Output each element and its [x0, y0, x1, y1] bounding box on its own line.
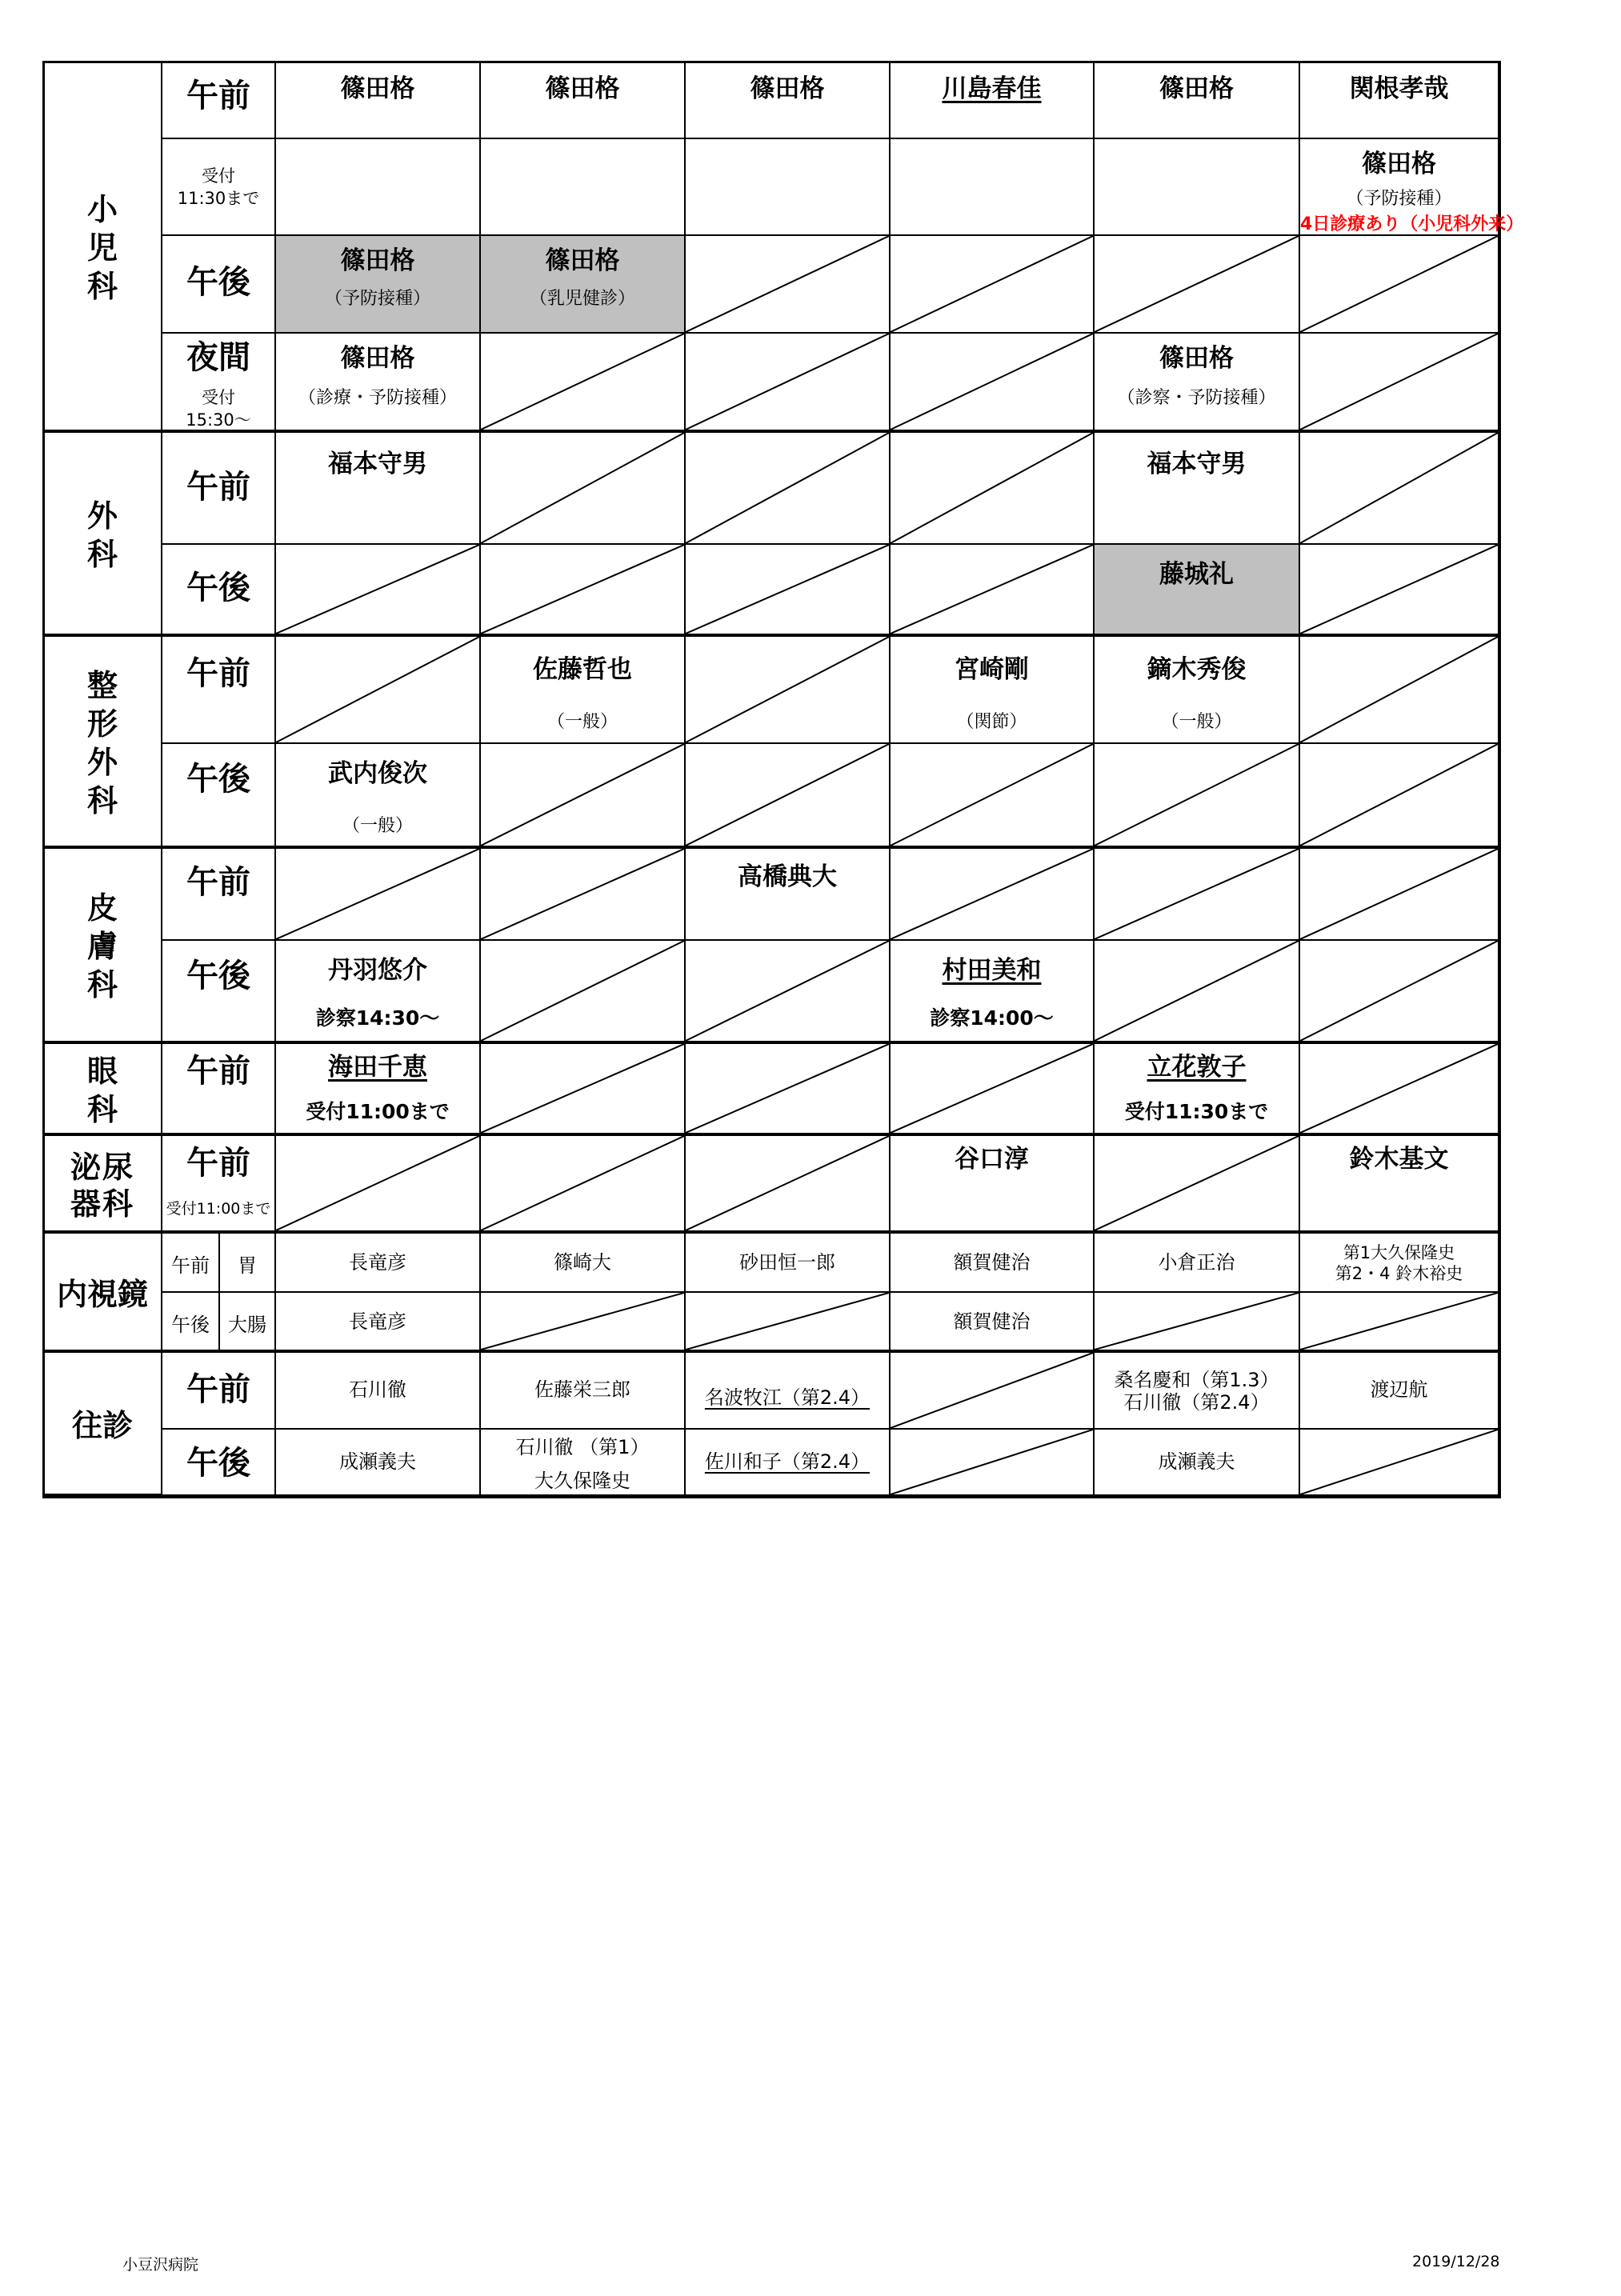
surg-pm-day6	[1300, 545, 1499, 637]
doctor-schedule-line: 桑名慶和（第1.3）	[1114, 1369, 1279, 1391]
doctor-name: 村田美和	[942, 956, 1042, 985]
reception-note: 受付11:00まで	[306, 1100, 450, 1123]
doctor-schedule-line: 第1大久保隆史	[1343, 1243, 1455, 1262]
derm-am-day2	[481, 849, 686, 941]
surg-am-day2	[481, 433, 686, 545]
service-note: （予防接種）	[1346, 189, 1452, 209]
slot-oph-am	[162, 1044, 276, 1136]
surg-am-day3	[686, 433, 891, 545]
doctor-schedule-line: 第2・4 鈴木裕史	[1335, 1264, 1463, 1283]
oph-am-day3	[686, 1044, 891, 1136]
doctor-name: 川島春佳	[942, 74, 1042, 103]
dept-label-dermatology: 皮膚科	[86, 890, 118, 1002]
dept-homecare	[44, 1353, 162, 1497]
unavailable-slash	[1095, 236, 1299, 332]
uro-am-day5	[1095, 1136, 1300, 1234]
derm-pm-day4	[891, 941, 1095, 1044]
doctor-name: 福本守男	[328, 450, 427, 478]
service-note: （一般）	[1161, 712, 1232, 732]
derm-pm-day2	[481, 941, 686, 1044]
slot-derm-am	[162, 849, 276, 941]
home-am-day5	[1095, 1353, 1300, 1430]
doctor-name: 長竜彦	[349, 1251, 406, 1274]
ped-am-day2	[481, 62, 686, 139]
ped-pm-day2	[481, 236, 686, 334]
endo-pm-day3	[686, 1293, 891, 1353]
slot-pm: 午後	[186, 761, 250, 798]
unavailable-slash	[1300, 941, 1498, 1041]
doctor-name: 成瀬義夫	[339, 1450, 416, 1473]
doctor-name: 谷口淳	[955, 1145, 1029, 1174]
unavailable-slash	[1300, 433, 1498, 543]
ped-am2-day1	[276, 139, 481, 236]
ped-pm-day4	[891, 236, 1095, 334]
endo-am-day2	[481, 1234, 686, 1293]
unavailable-slash	[686, 941, 889, 1041]
home-pm-day6	[1300, 1430, 1499, 1497]
unavailable-slash	[891, 744, 1093, 846]
ped-night-day3	[686, 334, 891, 433]
doctor-name: 福本守男	[1147, 450, 1247, 478]
derm-am-day6	[1300, 849, 1499, 941]
uro-reception-note: 受付11:00まで	[166, 1200, 271, 1218]
home-pm-day1	[276, 1430, 481, 1497]
unavailable-slash	[481, 1136, 684, 1230]
uro-am-day2	[481, 1136, 686, 1234]
ped-night-day2	[481, 334, 686, 433]
doctor-name: 石川徹	[349, 1378, 406, 1401]
dept-pediatrics	[44, 62, 162, 433]
doctor-name: 鈴木基文	[1349, 1145, 1449, 1174]
uro-am-day1	[276, 1136, 481, 1234]
slot-ped-night	[162, 334, 276, 433]
ortho-am-day3	[686, 637, 891, 744]
ortho-pm-day4	[891, 744, 1095, 849]
unavailable-slash	[686, 334, 889, 430]
ped-pm-day1	[276, 236, 481, 334]
doctor-name: 高橋典大	[738, 862, 837, 891]
endo-am-day3	[686, 1234, 891, 1293]
home-pm-day3	[686, 1430, 891, 1497]
footer-hospital-name: 小豆沢病院	[122, 2256, 199, 2274]
endo-pm-day6	[1300, 1293, 1499, 1353]
unavailable-slash	[276, 637, 479, 742]
ped-am-day5	[1095, 62, 1300, 139]
unavailable-slash	[1300, 1430, 1498, 1494]
ortho-pm-day1	[276, 744, 481, 849]
ped-night-day4	[891, 334, 1095, 433]
dept-label-urology: 泌尿器科	[70, 1150, 134, 1222]
dept-urology	[44, 1136, 162, 1234]
unavailable-slash	[481, 433, 684, 543]
derm-pm-day6	[1300, 941, 1499, 1044]
doctor-name: 関根孝哉	[1349, 74, 1449, 103]
uro-am-day3	[686, 1136, 891, 1234]
unavailable-slash	[481, 1044, 684, 1133]
doctor-name: 額賀健治	[953, 1310, 1031, 1333]
unavailable-slash	[891, 849, 1093, 939]
surg-am-day6	[1300, 433, 1499, 545]
clinic-alert: 4日診療あり（小児科外来）	[1300, 214, 1524, 234]
slot-am: 午前	[171, 1254, 210, 1277]
doctor-name: 篠崎大	[554, 1251, 611, 1274]
endo-pm-day4	[891, 1293, 1095, 1353]
surg-am-day5	[1095, 433, 1300, 545]
ped-am-day6	[1300, 62, 1499, 139]
doctor-name: 篠田格	[545, 246, 620, 275]
unavailable-slash	[481, 849, 684, 939]
oph-am-day4	[891, 1044, 1095, 1136]
ped-night-day6	[1300, 334, 1499, 433]
doctor-name: 篠田格	[1159, 344, 1234, 373]
surg-pm-day4	[891, 545, 1095, 637]
unavailable-slash	[891, 334, 1093, 430]
footer-date: 2019/12/28	[1412, 2253, 1500, 2270]
dept-label-orthopedics: 整形外科	[86, 668, 118, 818]
home-am-day2	[481, 1353, 686, 1430]
ortho-am-day6	[1300, 637, 1499, 744]
unavailable-slash	[686, 744, 889, 846]
surg-pm-day2	[481, 545, 686, 637]
slot-am: 午前	[186, 78, 250, 114]
schedule-table	[44, 62, 1524, 1497]
surg-am-day1	[276, 433, 481, 545]
slot-am: 午前	[186, 1145, 250, 1182]
doctor-name: 名波牧江（第2.4）	[704, 1386, 871, 1409]
derm-am-day4	[891, 849, 1095, 941]
doctor-name: 篠田格	[340, 74, 415, 103]
slot-endo-am-label	[162, 1234, 220, 1293]
ortho-pm-day3	[686, 744, 891, 849]
dept-orthopedics	[44, 637, 162, 849]
derm-am-day3	[686, 849, 891, 941]
slot-surg-am	[162, 433, 276, 545]
unavailable-slash	[1300, 236, 1498, 332]
dept-ophthalmology	[44, 1044, 162, 1136]
unavailable-slash	[1300, 637, 1498, 742]
endo-pm-day5	[1095, 1293, 1300, 1353]
doctor-name: 佐川和子（第2.4）	[704, 1450, 871, 1473]
home-am-day1	[276, 1353, 481, 1430]
unavailable-slash	[686, 1293, 889, 1350]
dept-label-endoscopy: 内視鏡	[56, 1277, 148, 1312]
endo-am-day5	[1095, 1234, 1300, 1293]
home-pm-day2	[481, 1430, 686, 1497]
unavailable-slash	[686, 545, 889, 634]
ped-night-day5	[1095, 334, 1300, 433]
doctor-name: 成瀬義夫	[1158, 1450, 1235, 1473]
slot-endo-pm-label	[162, 1293, 220, 1353]
doctor-name: 篠田格	[1362, 150, 1436, 178]
ortho-pm-day6	[1300, 744, 1499, 849]
unavailable-slash	[276, 1136, 479, 1230]
uro-am-day4	[891, 1136, 1095, 1234]
ped-am2-day2	[481, 139, 686, 236]
unavailable-slash	[1300, 545, 1498, 634]
doctor-name: 鏑木秀俊	[1147, 655, 1247, 684]
home-am-day4	[891, 1353, 1095, 1430]
unavailable-slash	[481, 941, 684, 1041]
unavailable-slash	[891, 236, 1093, 332]
derm-am-day5	[1095, 849, 1300, 941]
dept-dermatology	[44, 849, 162, 1044]
unavailable-slash	[1300, 849, 1498, 939]
service-note: （関節）	[956, 712, 1027, 732]
dept-label-pediatrics: 小児科	[86, 192, 118, 304]
unavailable-slash	[1095, 941, 1299, 1041]
unavailable-slash	[891, 1353, 1093, 1428]
ortho-pm-day2	[481, 744, 686, 849]
doctor-name: 小倉正治	[1158, 1251, 1235, 1274]
ped-am2-day5	[1095, 139, 1300, 236]
service-note: （診療・予防接種）	[298, 388, 457, 408]
ortho-am-day4	[891, 637, 1095, 744]
ped-pm-day6	[1300, 236, 1499, 334]
unavailable-slash	[686, 433, 889, 543]
ped-am-day1	[276, 62, 481, 139]
doctor-name: 武内俊次	[328, 759, 427, 788]
unavailable-slash	[686, 1044, 889, 1133]
unavailable-slash	[1300, 744, 1498, 846]
doctor-name: 長竜彦	[349, 1310, 406, 1333]
service-note: （一般）	[342, 816, 413, 836]
derm-pm-day5	[1095, 941, 1300, 1044]
ped-am-reception-note: 受付 11:30まで	[177, 166, 260, 209]
endo-colon-label: 大腸	[228, 1314, 266, 1336]
ortho-am-day2	[481, 637, 686, 744]
doctor-name: 丹羽悠介	[328, 956, 427, 985]
ped-night-day1	[276, 334, 481, 433]
ortho-am-day5	[1095, 637, 1300, 744]
doctor-name: 藤城礼	[1159, 560, 1234, 589]
ortho-am-day1	[276, 637, 481, 744]
unavailable-slash	[1095, 849, 1299, 939]
doctor-name: 海田千恵	[328, 1053, 427, 1082]
doctor-name: 宮崎剛	[955, 655, 1029, 684]
slot-am: 午前	[186, 864, 250, 901]
doctor-name: 篠田格	[340, 344, 415, 373]
surg-am-day4	[891, 433, 1095, 545]
ped-pm-day5	[1095, 236, 1300, 334]
doctor-schedule-line: 大久保隆史	[534, 1470, 630, 1492]
ped-am2-day3	[686, 139, 891, 236]
unavailable-slash	[481, 744, 684, 846]
endo-am-day1	[276, 1234, 481, 1293]
slot-pm: 午後	[186, 264, 250, 301]
slot-am: 午前	[186, 655, 250, 692]
uro-am-day6	[1300, 1136, 1499, 1234]
slot-pm: 午後	[186, 570, 250, 606]
unavailable-slash	[686, 637, 889, 742]
doctor-schedule-line: 石川徹 （第1）	[515, 1436, 650, 1458]
unavailable-slash	[1095, 1136, 1299, 1230]
doctor-name: 佐藤栄三郎	[534, 1378, 630, 1401]
unavailable-slash	[481, 1293, 684, 1350]
slot-ped-am-note	[162, 139, 276, 236]
service-note: （予防接種）	[324, 289, 430, 309]
unavailable-slash	[891, 1430, 1093, 1494]
doctor-name: 篠田格	[1159, 74, 1234, 103]
slot-ped-pm	[162, 236, 276, 334]
surg-pm-day5	[1095, 545, 1300, 637]
dept-label-homecare: 往診	[71, 1408, 133, 1443]
unavailable-slash	[1300, 1293, 1498, 1350]
home-pm-day5	[1095, 1430, 1300, 1497]
dept-label-surgery: 外科	[86, 498, 118, 572]
slot-ortho-am	[162, 637, 276, 744]
ped-night-reception-note: 受付 15:30～	[186, 388, 251, 430]
ped-am-day3	[686, 62, 891, 139]
derm-pm-day1	[276, 941, 481, 1044]
service-note: （診察・予防接種）	[1117, 388, 1276, 408]
doctor-schedule-line: 石川徹（第2.4）	[1123, 1391, 1270, 1414]
doctor-name: 額賀健治	[953, 1251, 1031, 1274]
ped-am-day4	[891, 62, 1095, 139]
slot-uro-am	[162, 1136, 276, 1234]
slot-ortho-pm	[162, 744, 276, 849]
ped-am2-day4	[891, 139, 1095, 236]
slot-am: 午前	[186, 1371, 250, 1408]
service-note: （一般）	[546, 712, 618, 732]
endo-pm-day2	[481, 1293, 686, 1353]
slot-am: 午前	[186, 469, 250, 506]
slot-ped-am	[162, 62, 276, 139]
dept-surgery	[44, 433, 162, 637]
session-start-note: 診察14:30～	[315, 1006, 440, 1030]
reception-note: 受付11:30まで	[1124, 1100, 1269, 1123]
doctor-name: 渡辺航	[1370, 1378, 1428, 1401]
oph-am-day5	[1095, 1044, 1300, 1136]
unavailable-slash	[276, 849, 479, 939]
surg-pm-day1	[276, 545, 481, 637]
doctor-name: 篠田格	[750, 74, 825, 103]
slot-home-am	[162, 1353, 276, 1430]
doctor-name: 篠田格	[340, 246, 415, 275]
derm-am-day1	[276, 849, 481, 941]
unavailable-slash	[686, 236, 889, 332]
home-am-day3	[686, 1353, 891, 1430]
slot-night: 夜間	[186, 339, 250, 376]
ped-am2-day6	[1300, 139, 1524, 236]
unavailable-slash	[481, 545, 684, 634]
unavailable-slash	[276, 545, 479, 634]
unavailable-slash	[1095, 1293, 1299, 1350]
dept-label-ophthalmology: 眼科	[86, 1054, 118, 1127]
slot-am: 午前	[186, 1053, 250, 1090]
doctor-name: 立花敦子	[1147, 1053, 1247, 1082]
unavailable-slash	[1300, 1044, 1498, 1133]
unavailable-slash	[1300, 334, 1498, 430]
service-note: （乳児健診）	[529, 289, 635, 309]
doctor-name: 篠田格	[545, 74, 620, 103]
endo-am-day6	[1300, 1234, 1499, 1293]
dept-endoscopy	[44, 1234, 162, 1353]
doctor-name: 砂田恒一郎	[739, 1251, 835, 1274]
slot-pm: 午後	[186, 1445, 250, 1482]
slot-endo-stomach	[220, 1234, 276, 1293]
ortho-pm-day5	[1095, 744, 1300, 849]
slot-endo-colon	[220, 1293, 276, 1353]
endo-pm-day1	[276, 1293, 481, 1353]
surg-pm-day3	[686, 545, 891, 637]
endo-am-day4	[891, 1234, 1095, 1293]
doctor-name: 佐藤哲也	[533, 655, 632, 684]
derm-pm-day3	[686, 941, 891, 1044]
oph-am-day6	[1300, 1044, 1499, 1136]
slot-home-pm	[162, 1430, 276, 1497]
home-pm-day4	[891, 1430, 1095, 1497]
slot-pm: 午後	[186, 958, 250, 994]
slot-surg-pm	[162, 545, 276, 637]
oph-am-day2	[481, 1044, 686, 1136]
unavailable-slash	[891, 433, 1093, 543]
ped-pm-day3	[686, 236, 891, 334]
unavailable-slash	[1095, 744, 1299, 846]
slot-pm: 午後	[171, 1314, 210, 1336]
unavailable-slash	[891, 1044, 1093, 1133]
session-start-note: 診察14:00～	[930, 1006, 1054, 1030]
endo-stomach-label: 胃	[238, 1254, 257, 1277]
unavailable-slash	[686, 1136, 889, 1230]
oph-am-day1	[276, 1044, 481, 1136]
unavailable-slash	[891, 545, 1093, 634]
slot-derm-pm	[162, 941, 276, 1044]
unavailable-slash	[481, 334, 684, 430]
home-am-day6	[1300, 1353, 1499, 1430]
